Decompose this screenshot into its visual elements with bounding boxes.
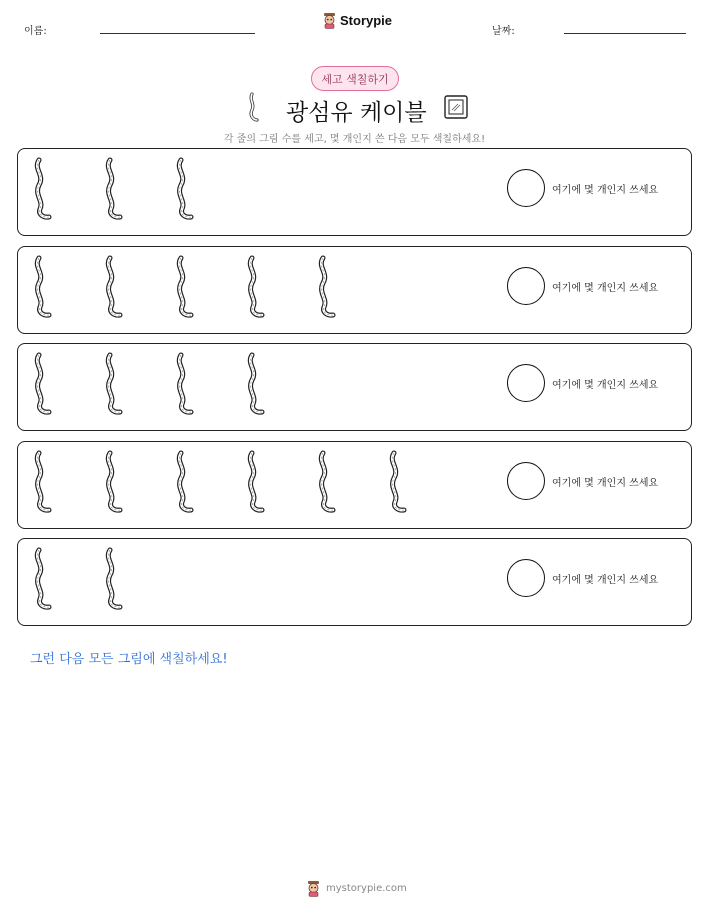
site-url: mystorypie.com [326, 883, 407, 894]
answer-circle[interactable] [507, 462, 545, 500]
answer-label: 여기에 몇 개인지 쓰세요 [552, 477, 659, 489]
count-row-3 [17, 343, 692, 431]
answer-circle[interactable] [507, 364, 545, 402]
date-line[interactable] [564, 33, 686, 34]
count-row-2 [17, 246, 692, 334]
fiber-optic-cable-icon[interactable] [172, 450, 196, 514]
instructions: 각 줄의 그림 수를 세고, 몇 개인지 쓴 다음 모두 색칠하세요! [223, 134, 486, 145]
date-label: 날짜: [492, 26, 515, 37]
picture-frame-icon [443, 94, 469, 120]
fiber-optic-cable-icon [246, 92, 260, 124]
brand-logo [322, 12, 392, 29]
fiber-optic-cable-icon[interactable] [30, 352, 54, 416]
count-row-1 [17, 148, 692, 236]
answer-circle[interactable] [507, 559, 545, 597]
fiber-optic-cable-icon[interactable] [101, 352, 125, 416]
color-instruction: 그런 다음 모든 그림에 색칠하세요! [30, 652, 228, 667]
answer-label: 여기에 몇 개인지 쓰세요 [552, 380, 659, 391]
brand-name: Storypie [340, 13, 393, 28]
fiber-optic-cable-icon[interactable] [172, 255, 196, 319]
answer-circle[interactable] [507, 267, 545, 305]
answer-label: 여기에 몇 개인지 쓰세요 [552, 282, 659, 294]
site-footer [306, 880, 407, 897]
fiber-optic-cable-icon[interactable] [243, 352, 267, 416]
fiber-optic-cable-icon[interactable] [30, 547, 54, 611]
fiber-optic-cable-icon[interactable] [385, 450, 409, 514]
fiber-optic-cable-icon[interactable] [314, 255, 338, 319]
fiber-optic-cable-icon[interactable] [172, 157, 196, 221]
fiber-optic-cable-icon[interactable] [243, 255, 267, 319]
storypie-mascot-icon [322, 12, 337, 29]
storypie-mascot-icon [306, 880, 321, 897]
fiber-optic-cable-icon[interactable] [101, 255, 125, 319]
fiber-optic-cable-icon[interactable] [314, 450, 338, 514]
name-line[interactable] [100, 33, 255, 34]
fiber-optic-cable-icon[interactable] [101, 157, 125, 221]
count-row-4 [17, 441, 692, 529]
activity-badge: 세고 색칠하기 [311, 66, 399, 91]
page-title: 광섬유 케이블 [286, 100, 427, 126]
fiber-optic-cable-icon[interactable] [243, 450, 267, 514]
answer-label: 여기에 몇 개인지 쓰세요 [552, 185, 659, 196]
answer-label: 여기에 몇 개인지 쓰세요 [552, 575, 659, 586]
fiber-optic-cable-icon[interactable] [101, 547, 125, 611]
count-row-5 [17, 538, 692, 626]
fiber-optic-cable-icon[interactable] [30, 450, 54, 514]
fiber-optic-cable-icon[interactable] [172, 352, 196, 416]
title-row [0, 90, 709, 126]
fiber-optic-cable-icon[interactable] [101, 450, 125, 514]
answer-circle[interactable] [507, 169, 545, 207]
fiber-optic-cable-icon[interactable] [30, 255, 54, 319]
name-label: 이름: [24, 26, 47, 37]
fiber-optic-cable-icon[interactable] [30, 157, 54, 221]
